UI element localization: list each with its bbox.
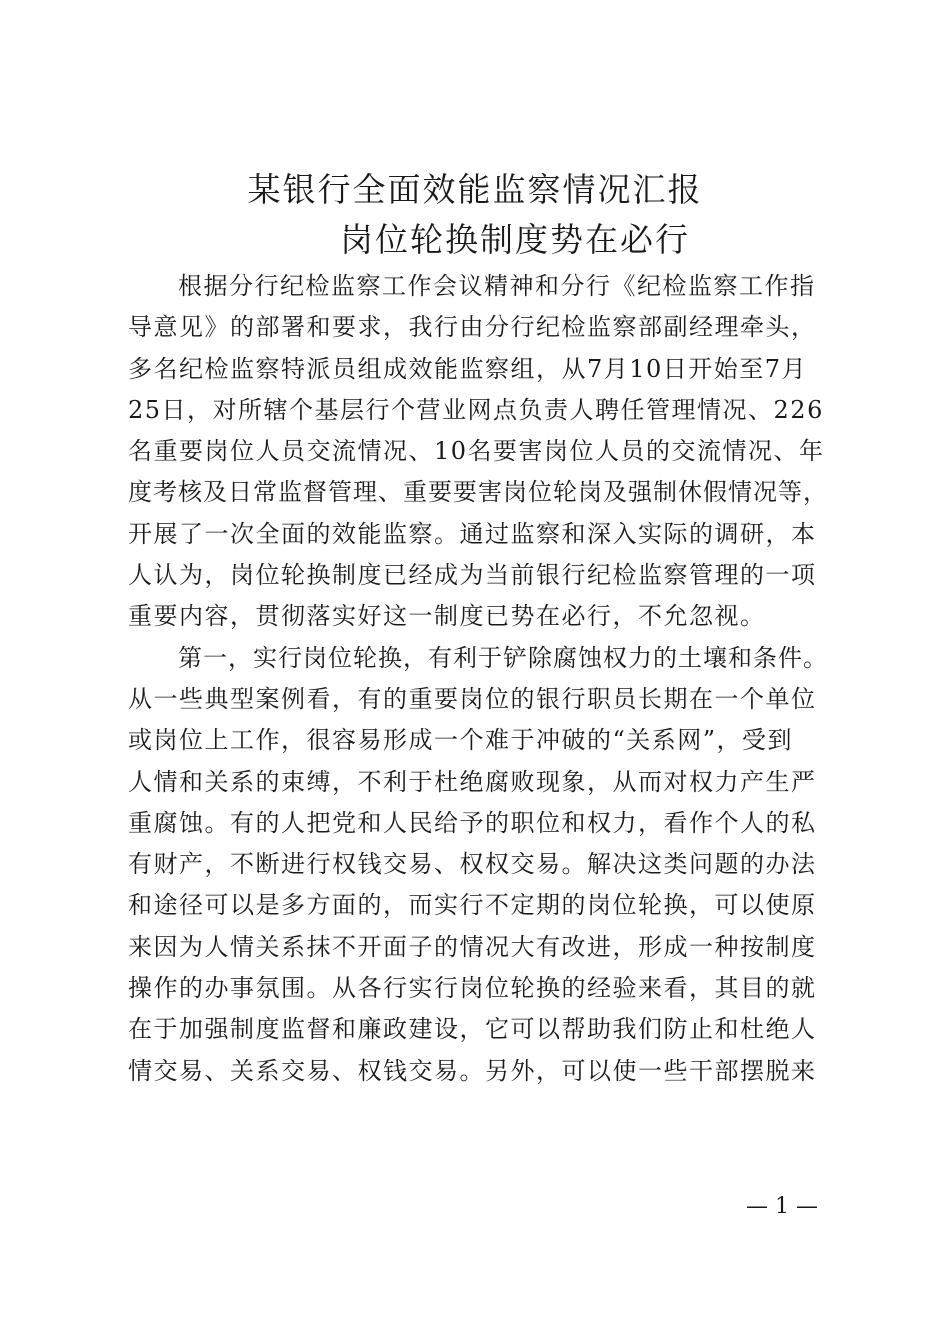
paragraph-2-line: 或岗位上工作，很容易形成一个难于冲破的“关系网”，受到 bbox=[128, 726, 794, 755]
paragraph-1-line: 人认为，岗位轮换制度已经成为当前银行纪检监察管理的一项 bbox=[128, 561, 817, 590]
paragraph-1-line: 导意见》的部署和要求，我行由分行纪检监察部副经理牵头， bbox=[128, 313, 817, 342]
paragraph-2-line: 重腐蚀。有的人把党和人民给予的职位和权力，看作个人的私 bbox=[128, 808, 817, 837]
paragraph-2-line: 在于加强制度监督和廉政建设，它可以帮助我们防止和杜绝人 bbox=[128, 1015, 817, 1044]
paragraph-1-line: 名重要岗位人员交流情况、10名要害岗位人员的交流情况、年 bbox=[128, 437, 825, 466]
document-subtitle: 岗位轮换制度势在必行 bbox=[340, 220, 690, 259]
paragraph-2-line: 有财产，不断进行权钱交易、权权交易。解决这类问题的办法 bbox=[128, 850, 817, 879]
paragraph-2-line: 人情和关系的束缚，不利于杜绝腐败现象，从而对权力产生严 bbox=[128, 767, 817, 796]
document-title: 某银行全面效能监察情况汇报 bbox=[247, 170, 703, 209]
paragraph-1-line: 根据分行纪检监察工作会议精神和分行《纪检监察工作指 bbox=[178, 272, 816, 300]
paragraph-1-line: 度考核及日常监督管理、重要要害岗位轮岗及强制休假情况等， bbox=[128, 478, 828, 507]
paragraph-2-line: 操作的办事氛围。从各行实行岗位轮换的经验来看，其目的就 bbox=[128, 974, 817, 1003]
paragraph-1-line: 多名纪检监察特派员组成效能监察组，从7月10日开始至7月 bbox=[128, 354, 808, 383]
paragraph-2-line: 情交易、关系交易、权钱交易。另外，可以使一些干部摆脱来 bbox=[128, 1056, 817, 1085]
paragraph-1-line: 25日，对所辖个基层行个营业网点负责人聘任管理情况、226 bbox=[128, 395, 824, 424]
paragraph-2-line: 从一些典型案例看，有的重要岗位的银行职员长期在一个单位 bbox=[128, 684, 817, 713]
document-body bbox=[128, 266, 828, 1092]
paragraph-2-line: 和途径可以是多方面的，而实行不定期的岗位轮换，可以使原 bbox=[128, 891, 817, 920]
paragraph-1-line: 开展了一次全面的效能监察。通过监察和深入实际的调研，本 bbox=[128, 519, 817, 548]
paragraph-2-line: 来因为人情关系抹不开面子的情况大有改进，形成一种按制度 bbox=[128, 932, 817, 961]
paragraph-2-line: 第一，实行岗位轮换，有利于铲除腐蚀权力的土壤和条件。 bbox=[178, 643, 828, 672]
page-number: — 1 — bbox=[746, 1194, 818, 1219]
paragraph-1-line: 重要内容，贯彻落实好这一制度已势在必行，不允忽视。 bbox=[128, 602, 766, 631]
